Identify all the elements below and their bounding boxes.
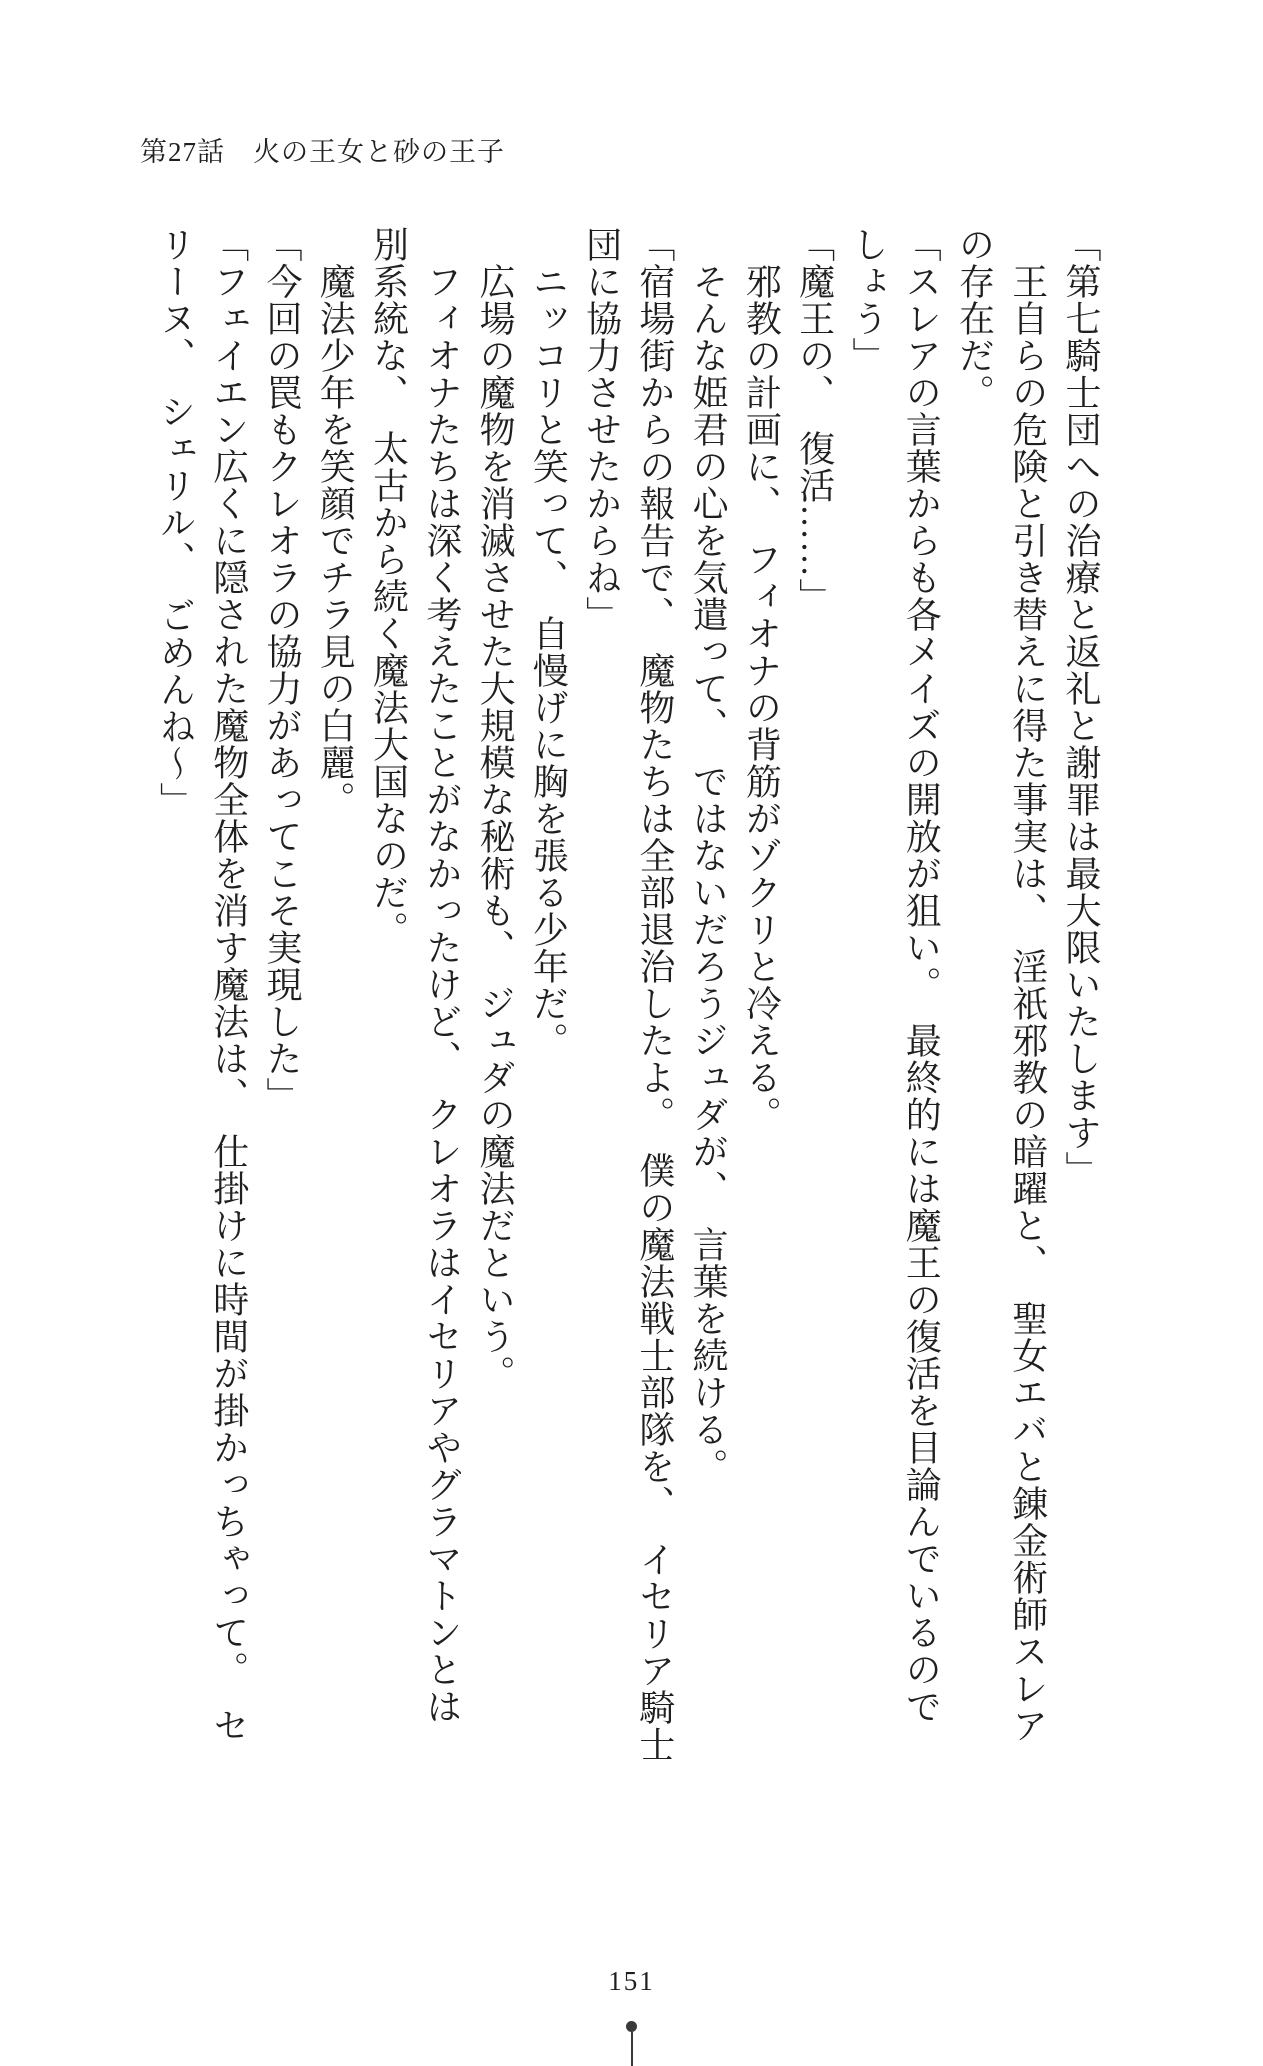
text-line: 王自らの危険と引き替えに得た事実は、 淫祇邪教の暗躍と、 聖女エバと錬金術師スレア	[1007, 226, 1048, 1744]
text-line: 広場の魔物を消滅させた大規模な秘術も、 ジュダの魔法だという。	[475, 226, 516, 1392]
text-line: の存在だ。	[954, 226, 995, 411]
text-line: 邪教の計画に、 フィオナの背筋がゾクリと冷える。	[741, 226, 782, 1133]
chapter-header: 第27話 火の王女と砂の王子	[140, 137, 505, 167]
text-line: 「第七騎士団への治療と返礼と謝罪は最大限いたします」	[1061, 226, 1101, 1188]
text-line: 「魔王の、 復活……」	[794, 226, 835, 615]
text-line: リーヌ、 シェリル、 ごめんね〜」	[155, 226, 196, 819]
line-ornament	[631, 2032, 633, 2066]
dot-ornament-icon	[626, 2021, 637, 2032]
text-line: 別系統な、 太古から続く魔法大国なのだ。	[368, 226, 409, 948]
body-text	[137, 226, 1107, 1846]
text-line: しょう」	[847, 226, 888, 374]
page-footer	[0, 1966, 1263, 2066]
text-line: 「フェイエン広くに隠された魔物全体を消す魔法は、 仕掛けに時間が掛かっちゃって。 セ	[208, 226, 249, 1744]
text-line: 団に協力させたからね」	[581, 226, 622, 633]
text-line: 魔法少年を笑顔でチラ見の白麗。	[315, 226, 356, 818]
text-line: ニッコリと笑って、 自慢げに胸を張る少年だ。	[528, 226, 569, 1059]
text-line: 「スレアの言葉からも各メイズの開放が狙い。 最終的には魔王の復活を目論んでいるので	[901, 226, 942, 1725]
text-line: フィオナたちは深く考えたことがなかったけど、 クレオラはイセリアやグラマトンとは	[421, 226, 462, 1725]
page-number: 151	[608, 1966, 655, 1996]
text-line: 「今回の罠もクレオラの協力があってこそ実現した」	[262, 226, 303, 1114]
text-line: そんな姫君の心を気遣って、 ではないだろうジュダが、 言葉を続ける。	[688, 226, 729, 1485]
text-line: 「宿場街からの報告で、 魔物たちは全部退治したよ。 僕の魔法戦士部隊を、 イセリア騎士	[634, 226, 675, 1763]
